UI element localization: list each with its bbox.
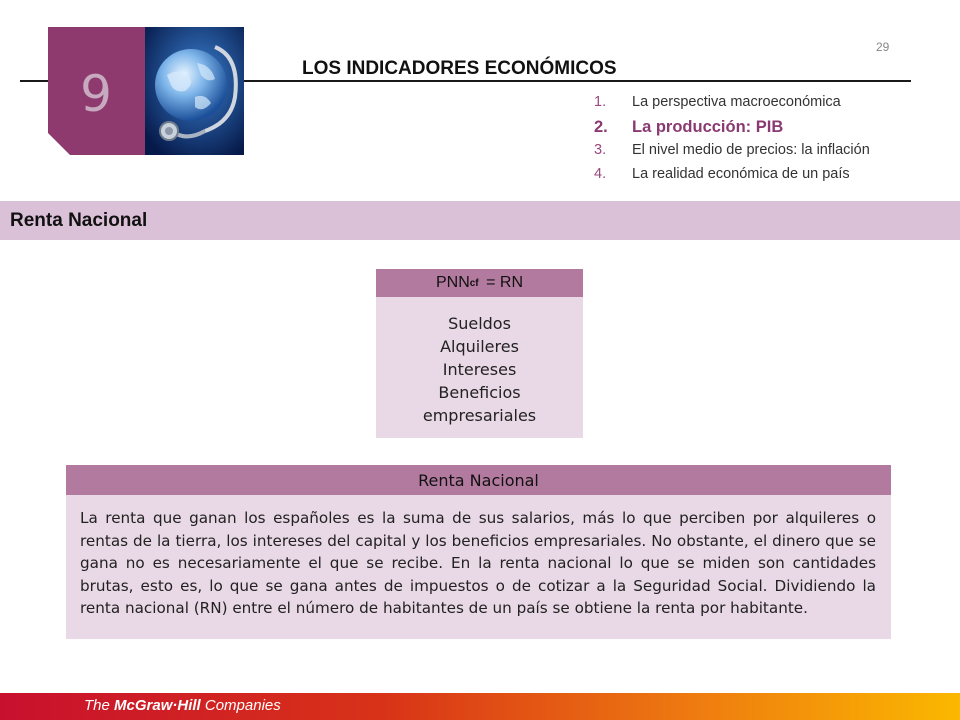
formula-item: empresariales <box>422 406 537 425</box>
table-of-contents <box>594 94 870 190</box>
formula-lhs: PNN <box>435 274 470 291</box>
chapter-badge <box>48 27 145 155</box>
logo-name: McGraw·Hill <box>114 697 201 714</box>
toc-item-active[interactable] <box>594 118 870 142</box>
toc-item-number: 4. <box>594 166 607 182</box>
toc-item-number: 3. <box>594 142 607 158</box>
logo-suffix: Companies <box>200 697 281 714</box>
formula-components <box>376 312 583 427</box>
section-title: Renta Nacional <box>10 210 148 231</box>
definition-box <box>66 465 891 639</box>
toc-item-number: 1. <box>594 94 607 110</box>
toc-item-label: El nivel medio de precios: la inflación <box>632 142 870 158</box>
formula-subscript: cf <box>469 277 479 289</box>
toc-item-label: La perspectiva macroeconómica <box>632 94 841 110</box>
formula-rhs: = RN <box>486 274 524 291</box>
chapter-title: LOS INDICADORES ECONÓMICOS <box>302 58 617 79</box>
page-number: 29 <box>876 40 890 54</box>
formula-header <box>376 269 583 297</box>
formula-item: Sueldos <box>448 314 511 333</box>
toc-item-label: La realidad económica de un país <box>632 166 850 182</box>
toc-item[interactable] <box>594 142 870 166</box>
toc-item[interactable] <box>594 94 870 118</box>
formula-box <box>376 269 583 438</box>
globe-stethoscope-icon <box>145 27 244 155</box>
formula-item: Beneficios <box>438 383 521 402</box>
toc-item-label: La producción: PIB <box>632 118 784 136</box>
chapter-number: 9 <box>80 65 112 123</box>
formula-item: Alquileres <box>440 337 519 356</box>
toc-item-number: 2. <box>594 118 608 136</box>
formula-item: Intereses <box>442 360 517 379</box>
definition-text: La renta que ganan los españoles es la suma de sus salarios, más lo que perciben por alquileres o rentas de la tierra, los intereses del capital y los beneficios empresariales. No obstante, el dinero que se gana no es necesariamente el que se recibe. En la renta nacional lo que se miden son cantidades brutas, esto es, lo que se gana antes de impuestos o de cotizar a la Seguridad Social. Dividiendo la renta nacional (RN) entre el número de habitantes de un país se obtiene la renta por habitante. <box>80 509 876 617</box>
toc-item[interactable] <box>594 166 870 190</box>
logo-prefix: The <box>84 697 115 714</box>
definition-title: Renta Nacional <box>66 465 891 495</box>
publisher-logo <box>84 697 281 714</box>
